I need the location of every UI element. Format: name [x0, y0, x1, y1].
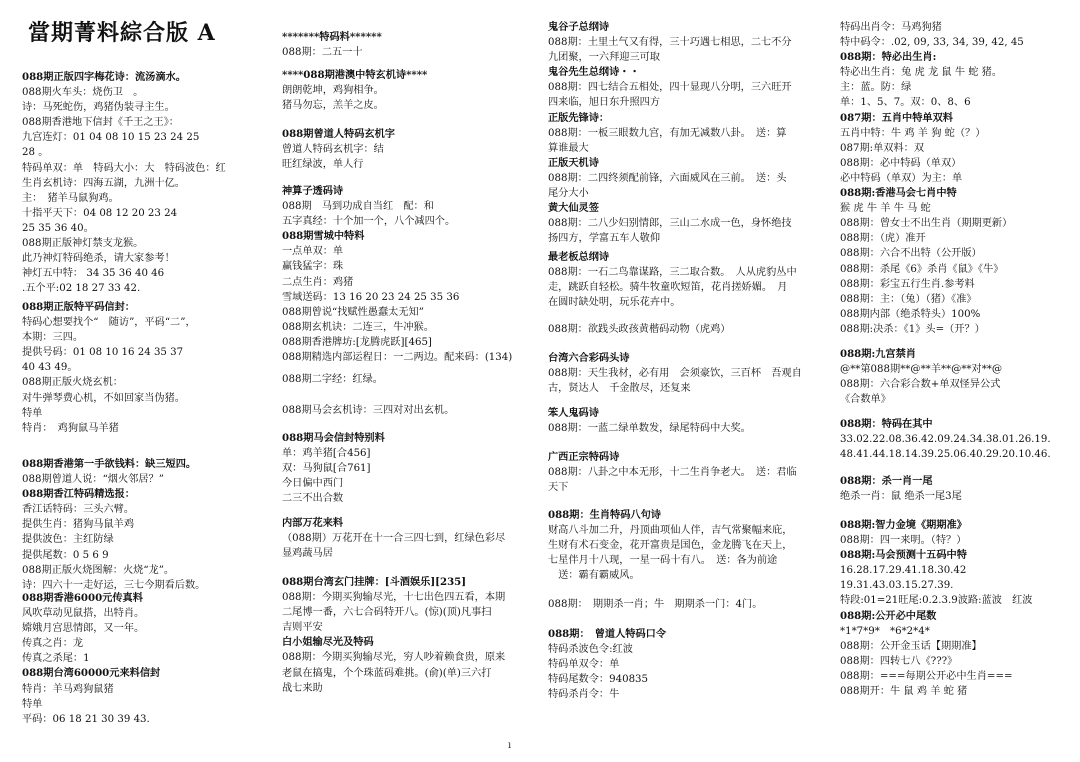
- text-line: 本期：三四。: [22, 332, 84, 344]
- text-line: 二点生肖：鸡猪: [282, 276, 354, 288]
- text-line: 特单: [22, 698, 43, 710]
- col1-text-block: [22, 300, 272, 436]
- text-line: 088期：八卦之中本无形，十二生肖争老大。 送：君临: [548, 467, 797, 479]
- text-line: 088期台湾玄门挂牌：[斗酒娱乐][235]: [282, 576, 467, 588]
- text-line: 088期：彩宝五行生肖.参考料: [840, 279, 975, 290]
- text-line: 40 43 49。: [22, 362, 78, 374]
- col2-text-block: [282, 372, 540, 387]
- text-line: 天下: [548, 482, 569, 494]
- text-line: 十指平天下：04 08 12 20 23 24: [22, 207, 178, 219]
- text-line: 吉则平安: [282, 622, 323, 634]
- text-line: 九团聚，一六拜迎三可取: [548, 52, 661, 64]
- col2-text-block: [282, 403, 540, 418]
- col4-text-block: [840, 347, 1076, 407]
- text-line: 特肖：羊马鸡狗鼠猪: [22, 683, 114, 695]
- text-line: 48.41.44.18.14.39.25.06.40.29.20.10.46.: [840, 449, 1051, 461]
- text-line: 088期:决杀：《1》头=（开？）: [840, 324, 985, 336]
- col2-text-block: [282, 575, 540, 696]
- text-line: @**第088期**@**羊**@**对**@: [840, 364, 1003, 376]
- text-line: 33.02.22.08.36.42.09.24.34.38.01.26.19.: [840, 434, 1051, 446]
- text-line: 088期:香港马会七肖中特: [840, 187, 957, 200]
- text-line: 特肖： 鸡狗鼠马羊猪: [22, 422, 119, 434]
- text-line: 088期正版特平码信封：: [22, 301, 135, 313]
- text-line: 088期：特码在其中: [840, 418, 933, 430]
- text-line: 一点单双：单: [282, 246, 344, 258]
- text-line: 088期香港地下信封《千王之王》：: [22, 117, 179, 129]
- text-line: 088期:九宫禁肖: [840, 348, 916, 360]
- text-line: 088期： 期期杀一肖；牛 期期杀一门：4门。: [548, 599, 763, 610]
- text-line: 088期：天生我材，必有用 会须豪饮，三百杯 吾观自: [548, 368, 802, 380]
- text-line: 088期香港6000元传真料: [22, 592, 143, 604]
- text-line: 088期：一板三眼数九宫，有加无减数八卦。 送：算: [548, 127, 787, 139]
- text-line: 提供尾数：0 5 6 9: [22, 549, 109, 561]
- text-line: 19.31.43.03.15.27.39.: [840, 580, 954, 592]
- text-line: 诗：马死蛇伤，鸡猪伪装寻主生。: [22, 102, 175, 114]
- text-line: 088期：六合不出特（公开版）: [840, 248, 982, 260]
- scan-mark: ı: [508, 740, 512, 751]
- text-line: 088期开：牛 鼠 鸡 羊 蛇 猪: [840, 686, 968, 698]
- text-line: 赢钱猛字：珠: [282, 261, 344, 273]
- text-line: 088期马会玄机诗：三四对对出玄机。: [282, 405, 455, 416]
- text-line: 特中码令：.02, 09, 33, 34, 39, 42, 45: [840, 37, 1024, 49]
- text-line: 088期：四转七八《???》: [840, 655, 958, 667]
- text-line: 087期:单双料：双: [840, 142, 925, 154]
- col3-text-block: [548, 597, 836, 612]
- text-line: 白小姐输尽光及特码: [282, 636, 374, 649]
- text-line: （088期）万花开在十一合三四七到，红绿色彩尽: [282, 533, 506, 545]
- col4-text-block: [840, 20, 1076, 277]
- text-line: *1*7*9* *6*2*4*: [840, 625, 930, 637]
- text-line: 绝杀一肖：鼠 绝杀一尾3尾: [840, 491, 962, 503]
- text-line: 088期曾说“找赋性愚蠢太无知”: [282, 306, 424, 318]
- col2-text-block: [282, 30, 540, 60]
- text-line: 朗朗乾坤，鸡狗相争。: [282, 85, 384, 97]
- text-line: 走，跳跃自轻松。骑牛牧童吹短笛，花肖搓娇媚。 月: [548, 282, 788, 294]
- text-line: .五个平:02 18 27 33 42.: [22, 283, 141, 295]
- text-line: 25 35 36 40。: [22, 222, 94, 234]
- text-line: 特段:01=21旺尾:0.2.3.9波路:蓝波 红波: [840, 595, 1033, 607]
- text-line: 单：鸡羊猪[合456]: [282, 448, 371, 460]
- col4-text-block: [840, 518, 1076, 699]
- text-line: 特码出肖令：马鸡狗猪: [840, 22, 942, 33]
- col4-text-block: [840, 277, 1076, 337]
- text-line: 088期火车头：烧伤卫 。: [22, 87, 144, 99]
- text-line: 088期：一石二鸟靠谋路，三二取合数。 人从虎豹丛中: [548, 267, 797, 279]
- text-line: 088期：===每期公开必中生肖===: [840, 670, 1013, 682]
- col2-text-block: [282, 431, 540, 506]
- text-line: 单：1、5、7。双：0、8、6: [840, 97, 971, 109]
- text-line: 鬼谷先生总纲诗・・: [548, 66, 640, 79]
- text-line: 特必出生肖：兔 虎 龙 鼠 牛 蛇 猪。: [840, 67, 1003, 79]
- text-line: 神灯五中特： 34 35 36 40 46: [22, 268, 165, 280]
- text-line: 特码尾数令：940835: [548, 674, 649, 686]
- text-line: 088期：曾女士不出生肖（期期更新）: [840, 218, 1013, 230]
- col3-text-block: [548, 627, 836, 702]
- text-line: 088期:马会预测十五码中特: [840, 549, 967, 562]
- text-line: 088期:公开必中尾数: [840, 609, 937, 622]
- text-line: 088期：主：（兔）（猪）《准》: [840, 294, 977, 306]
- col3-text-block: [548, 406, 836, 436]
- col1-text-block: [22, 457, 272, 593]
- text-line: 088期：一蓝二绿单数发，绿尾特码中大奖。: [548, 423, 751, 435]
- text-line: 古，贤达人 千金散尽，还复来: [548, 383, 691, 395]
- text-line: 088期：（虎）准开: [840, 233, 926, 245]
- text-line: 088期：土里土气又有得，三十巧遇七相思，二七不分: [548, 37, 792, 49]
- col3-text-block: [548, 351, 836, 396]
- text-line: 老鼠在搞鬼，个个珠蓝码难挑。(俞)(单)三六打: [282, 667, 492, 679]
- text-line: 在圆时缺处明，玩乐花卉中。: [548, 297, 681, 309]
- text-line: 显鸡蔬马居: [282, 548, 333, 560]
- text-line: 088期正版火烧图解：火烧“龙”。: [22, 564, 175, 576]
- text-line: 尾分大小: [548, 188, 589, 200]
- text-line: 正版先锋诗：: [548, 111, 610, 124]
- text-line: 平码：06 18 21 30 39 43.: [22, 713, 150, 725]
- text-line: 088期台湾60000元来料信封: [22, 667, 161, 680]
- text-line: 此乃神灯特码绝杀，请大家参考！: [22, 253, 175, 265]
- text-line: 088期香港第一手欲钱料：缺三短四。: [22, 458, 197, 470]
- text-line: 战七来助: [282, 682, 323, 694]
- text-line: 二尾博一番，六七合码特开八。(惊)(顶)凡事扫: [282, 607, 492, 619]
- text-line: 088期精选内部运程日：一二两边。配来码：(134): [282, 352, 513, 364]
- text-line: 九宫连灯：01 04 08 10 15 23 24 25: [22, 132, 200, 144]
- text-line: 特码单双：单 特码大小：大 特码波色：红: [22, 162, 226, 174]
- text-line: 风吹草动见鼠搭，出特肖。: [22, 608, 145, 620]
- text-line: 猪马勿忘，羔羊之皮。: [282, 100, 384, 112]
- text-line: 财高八斗加二升，丹顶曲项仙人伴，吉气常聚幅来庇，: [548, 525, 793, 537]
- text-line: 猴 虎 牛 羊 牛 马 蛇: [840, 203, 931, 215]
- text-line: 七星伴月十八现，一星一码十有八。 送：各为前途: [548, 555, 778, 567]
- col3-text-block: [548, 250, 836, 310]
- text-line: 088期：生肖特码八句诗: [548, 509, 661, 521]
- text-line: 台湾六合彩码头诗: [548, 352, 630, 364]
- text-line: 今日偏中西门: [282, 478, 344, 490]
- text-line: 088期玄机诀：二连三，牛冲猴。: [282, 321, 434, 333]
- text-line: 传真之肖：龙: [22, 638, 84, 650]
- text-line: 生财有术石变金，花开富贵是国色，金龙腾飞在天上，: [548, 540, 793, 552]
- text-line: 088期：四一来明。（特？）: [840, 535, 967, 547]
- text-line: 088期：公开金玉话【期期准】: [840, 640, 982, 652]
- text-line: 四来临，旭日东升照四方: [548, 97, 661, 109]
- text-line: 088期：特必出生肖:: [840, 51, 937, 64]
- text-line: 生肖玄机诗：四海五湖，九洲十亿。: [22, 177, 185, 189]
- text-line: 088期正版火烧玄机：: [22, 377, 123, 389]
- text-line: 088期：今期买狗输尽光，穷人吵着赖食贵，原来: [282, 652, 506, 664]
- col3-text-block: [548, 322, 836, 337]
- col1-text-block: [22, 591, 272, 727]
- text-line: 双：马狗鼠[合761]: [282, 463, 371, 475]
- text-line: 088期二字经：红绿。: [282, 374, 383, 385]
- text-line: 五字真经：十个加一个，八个减四个。: [282, 216, 456, 228]
- text-line: 神算子透码诗: [282, 185, 344, 197]
- text-line: 088期：今期买狗输尽光，十七出色四五看，本期: [282, 592, 506, 604]
- column-2: [282, 0, 540, 762]
- text-line: 088期:智力金境《期期准》: [840, 519, 967, 531]
- text-line: 鬼谷子总纲诗: [548, 21, 610, 33]
- col1-text-block: [22, 70, 272, 296]
- text-line: 黄大仙灵签: [548, 202, 599, 215]
- col2-text-block: [282, 516, 540, 561]
- page-title: 當期菁料綜合版 A: [28, 20, 216, 46]
- text-line: 算谁最大: [548, 142, 589, 154]
- text-line: 088期曾道人说：“烟火邻居？”: [22, 474, 164, 486]
- text-line: 088期：杀一肖一尾: [840, 475, 933, 487]
- col3-text-block: [548, 508, 836, 583]
- text-line: 扬四方，学富五车人敬仰: [548, 233, 661, 245]
- col4-text-block: [840, 417, 1076, 462]
- text-line: 广西正宗特码诗: [548, 451, 620, 463]
- text-line: 088期马会信封特别料: [282, 432, 385, 444]
- text-line: 正版天机诗: [548, 156, 599, 169]
- text-line: 主： 猪羊马鼠狗鸡。: [22, 192, 119, 204]
- text-line: 特单: [22, 407, 43, 419]
- text-line: 088期：二八少妇别情郎，三山二水成一色，身怀绝技: [548, 218, 792, 230]
- text-line: 最老板总纲诗: [548, 251, 610, 263]
- text-line: 提供波色：主红防绿: [22, 534, 114, 546]
- text-line: 088期香港牌坊:[龙腾虎跃][465]: [282, 336, 432, 348]
- text-line: 提供生肖：猪狗马鼠羊鸡: [22, 519, 135, 531]
- text-line: 088期曾道人特码玄机字: [282, 128, 395, 140]
- text-line: 曾道人特码玄机字：结: [282, 144, 384, 156]
- text-line: 提供号码：01 08 10 16 24 35 37: [22, 347, 184, 359]
- text-line: 088期：二五一十: [282, 47, 363, 59]
- text-line: 088期：必中特码（单双）: [840, 157, 962, 169]
- text-line: 088期：四七结合五相处，四十显现八分明，三六旺开: [548, 82, 792, 94]
- text-line: 088期：杀尾《6》杀肖《鼠》《牛》: [840, 263, 1004, 275]
- text-line: 28 。: [22, 147, 49, 159]
- text-line: 088期香江特码精选报：: [22, 488, 135, 501]
- text-line: 088期正版四字梅花诗：流汤滴水。: [22, 71, 186, 83]
- text-line: 对牛弹琴费心机，不如回家当伪猪。: [22, 392, 185, 404]
- text-line: 诗：四六十一走好运，三七今期看后数。: [22, 579, 206, 591]
- text-line: 笨人鬼码诗: [548, 407, 599, 419]
- text-line: 087期：五肖中特单双料: [840, 111, 953, 124]
- text-line: 内部万花来料: [282, 517, 344, 529]
- text-line: ****088期港澳中特玄机诗****: [282, 69, 428, 81]
- column-1: [22, 0, 272, 762]
- col2-text-block: [282, 68, 540, 113]
- column-4: [840, 0, 1076, 762]
- text-line: 088期：六合彩合数+单双怪异公式: [840, 379, 1001, 391]
- text-line: 传真之杀尾：1: [22, 653, 90, 665]
- text-line: 088期：欲践头政孩黄楷码动物（虎鸡）: [548, 324, 731, 335]
- text-line: 主：蓝。防：绿: [840, 82, 912, 94]
- text-line: 五肖中特：牛 鸡 羊 狗 蛇（？）: [840, 127, 986, 139]
- col2-text-block: [282, 184, 540, 365]
- text-line: 香江话特码：三头六臂。: [22, 504, 135, 516]
- text-line: 特码杀肖令：牛: [548, 689, 620, 701]
- text-line: 特码心想要找个“ 随访”，平码“二”，: [22, 317, 196, 329]
- col2-text-block: [282, 127, 540, 172]
- text-line: 特码杀波色令:红波: [548, 644, 633, 656]
- text-line: 088期 马到功成自当红 配：和: [282, 201, 434, 213]
- text-line: 16.28.17.29.41.18.30.42: [840, 565, 967, 577]
- text-line: 088期正版神灯禁支龙猴。: [22, 238, 144, 250]
- text-line: 嫦娥月宫思情郎，又一年。: [22, 623, 145, 635]
- text-line: *******特码料******: [282, 31, 382, 43]
- text-line: 必中特码（单双）为主：单: [840, 172, 963, 184]
- text-line: 《合数单》: [840, 394, 891, 406]
- col4-text-block: [840, 474, 1076, 504]
- text-line: 088期内部（绝杀特头）100%: [840, 309, 981, 321]
- text-line: 雪域送码：13 16 20 23 24 25 35 36: [282, 291, 460, 303]
- col3-text-block: [548, 450, 836, 495]
- text-line: 送：霸有霸威风。: [548, 570, 640, 582]
- text-line: 特码单双令：单: [548, 659, 620, 671]
- text-line: 旺红绿波，单人行: [282, 159, 364, 171]
- text-line: 088期： 曾道人特码口令: [548, 628, 667, 640]
- column-3: [548, 0, 836, 762]
- text-line: 二三不出合数: [282, 493, 344, 505]
- text-line: 088期雪城中特料: [282, 230, 365, 243]
- col3-text-block: [548, 20, 836, 246]
- text-line: 088期：二四终须配前锋，六面威风在三前。 送：头: [548, 172, 787, 184]
